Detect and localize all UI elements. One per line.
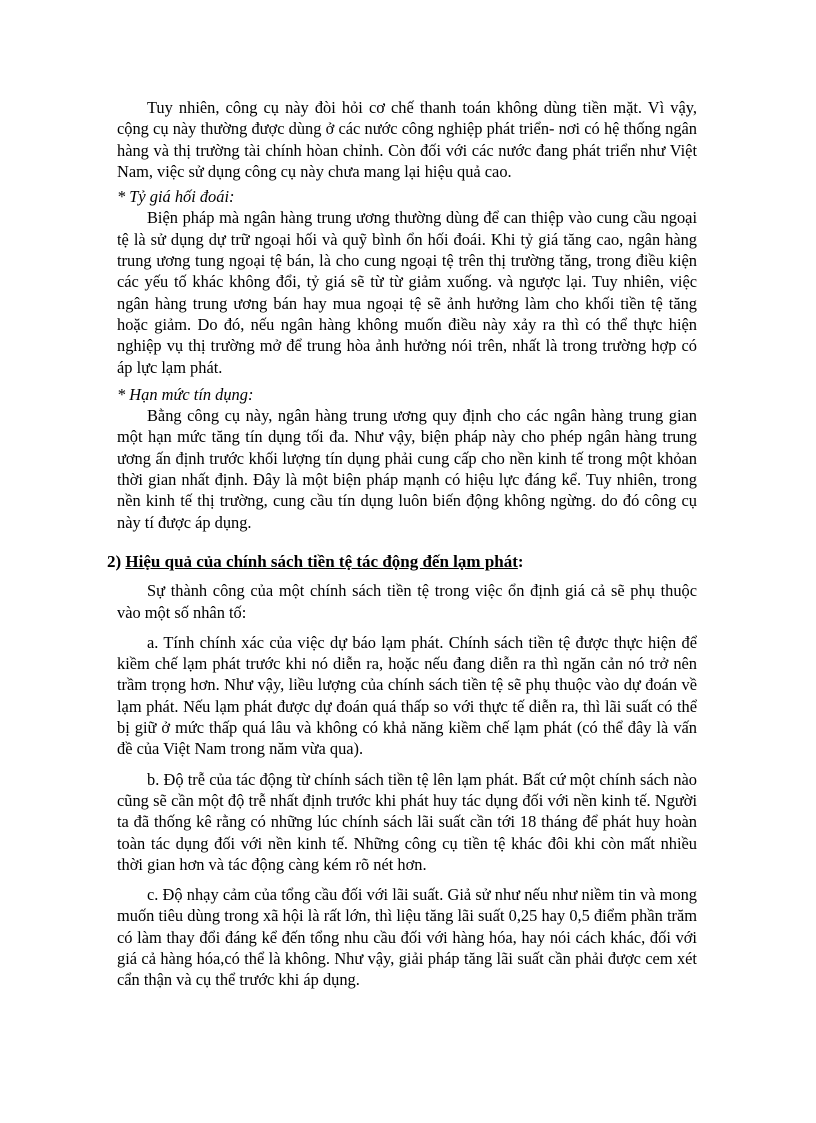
list-item-demand-sensitivity: c. Độ nhạy cảm của tổng cầu đối với lãi suất. Giả sử như nếu như niềm tin và mong muốn tiêu dùng trong xã hội là rất lớn, thì liệu tăng lãi suất 0,25 hay 0,5 điểm phần trăm có làm thay đổi đáng kể đến tổng nhu cầu đối với hàng hóa, hay nói cách khác, đối với giá cả hàng hóa,có thể là không. Như vậy, giải pháp tăng lãi suất cần phải được cem xét cẩn thận và cụ thể trước khi áp dụng. <box>117 885 697 990</box>
paragraph-cash-payment: Tuy nhiên, công cụ này đòi hỏi cơ chế thanh toán không dùng tiền mặt. Vì vậy, cộng cụ này thường được dùng ở các nước công nghiệp phát triển- nơi có hệ thống ngân hàng và thị trường tài chính hòan chỉnh. Còn đối với các nước đang phát triển như Việt Nam, việc sử dụng công cụ này chưa mang lại hiệu quả cao. <box>117 98 697 181</box>
paragraph-exchange-rate: Biện pháp mà ngân hàng trung ương thường dùng để can thiệp vào cung cầu ngoại tệ là sử dụng dự trữ ngoại hối và quỹ bình ổn hối đoái. Khi tỷ giá tăng cao, ngân hàng trung ương tung ngoại tệ bán, là cho cung ngoại tệ trên thị trường tăng, trong điều kiện các yếu tố khác không đổi, tỷ giá sẽ từ từ giảm xuống. và ngược lại. Tuy nhiên, việc ngân hàng trung ương bán hay mua ngoại tệ sẽ ảnh hưởng làm cho khối tiền tệ tăng hoặc giảm. Do đó, nếu ngân hàng không muốn điều này xảy ra thì có thể thực hiện nghiệp vụ thị trường mở để trung hòa ảnh hưởng nói trên, nhất là trong trường hợp có áp lực lạm phát. <box>117 208 697 377</box>
section-colon: : <box>517 551 524 571</box>
section-number: 2) <box>107 551 122 571</box>
heading-credit-limit: * Hạn mức tín dụng: <box>117 384 254 404</box>
document-page <box>107 97 697 991</box>
heading-exchange-rate: * Tỷ giá hối đoái: <box>117 187 235 207</box>
section-heading <box>107 551 697 572</box>
list-item-policy-lag: b. Độ trễ của tác động từ chính sách tiền tệ lên lạm phát. Bất cứ một chính sách nào cũng sẽ cần một độ trễ nhất định trước khi phát huy tác dụng đối với nền kinh tế. Người ta đã thống kê rằng có những lúc chính sách lãi suất cần tới 18 tháng để phát huy hoàn toàn tác dụng đối với nền kinh tế. Những công cụ tiền tệ khác đôi khi còn mất nhiều thời gian hơn và tác động càng kém rõ nét hơn. <box>117 769 697 874</box>
list-item-forecast-accuracy: a. Tính chính xác của việc dự báo lạm phát. Chính sách tiền tệ được thực hiện để kiềm chế lạm phát trước khi nó diễn ra, hoặc nếu đang diễn ra thì ngăn cản nó trở nên trầm trọng hơn. Như vậy, liều lượng của chính sách tiền tệ sẽ phụ thuộc vào dự đoán về lạm phát. Nếu lạm phát được dự đoán quá thấp so với thực tế diễn ra, thì lãi suất có thể bị giữ ở mức thấp quá lâu và không có khả năng kiềm chế lạm phát (có thể đây là vấn đề của Việt Nam trong năm vừa qua). <box>117 632 697 759</box>
paragraph-credit-limit: Bằng công cụ này, ngân hàng trung ương quy định cho các ngân hàng trung gian một hạn mức tăng tín dụng tối đa. Như vậy, biện pháp này cho phép ngân hàng trung ương ấn định trước khối lượng tín dụng phải cung cấp cho nền kinh tế trong một khỏan thời gian nhất định. Đây là một biện pháp mạnh có hiệu lực đáng kể. Tuy nhiên, trong nền kinh tế thị trường, cung cầu tín dụng luôn biến động không ngừng. do đó công cụ này tí được áp dụng. <box>117 406 697 532</box>
section-title: Hiệu quả của chính sách tiền tệ tác động đến lạm phát <box>125 551 518 571</box>
paragraph-section-intro: Sự thành công của một chính sách tiền tệ trong việc ổn định giá cả sẽ phụ thuộc vào một số nhân tố: <box>117 581 697 622</box>
